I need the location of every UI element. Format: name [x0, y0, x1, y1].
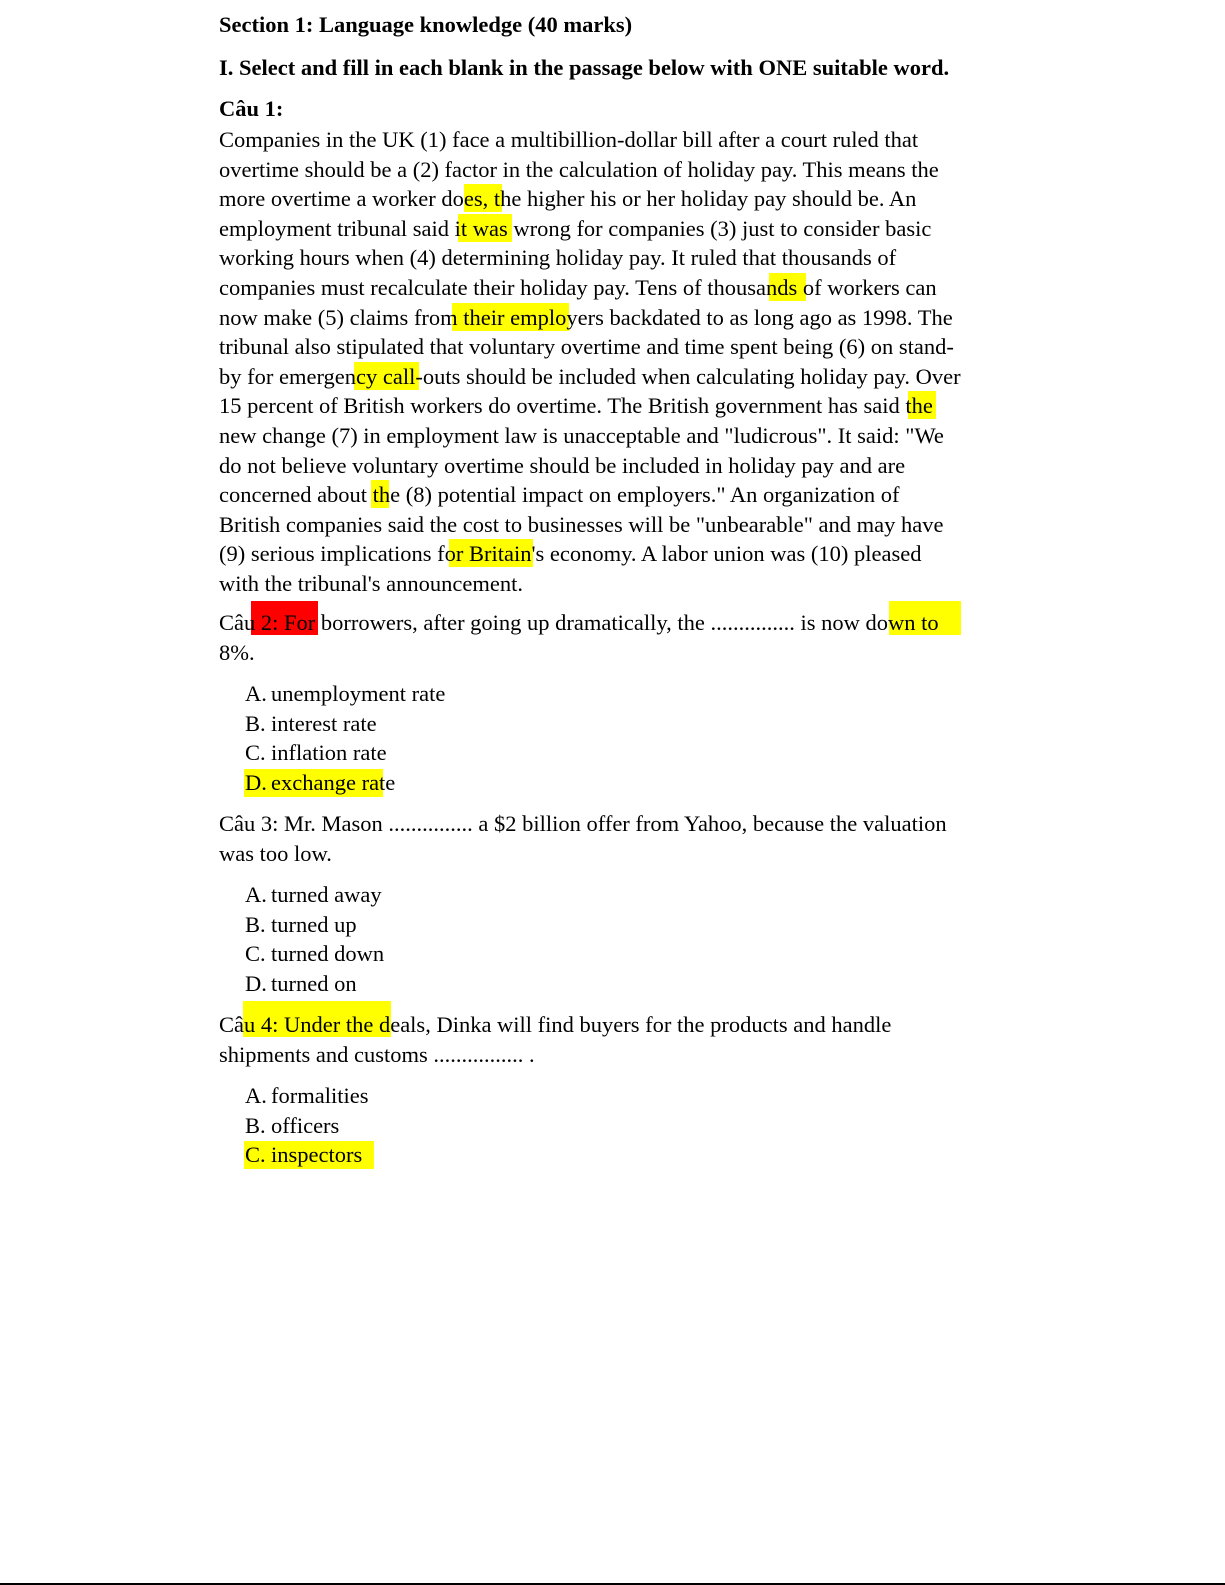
answer-option[interactable]: B. turned up: [245, 911, 357, 937]
question-3-stem: [219, 809, 1019, 868]
question-1-heading: Câu 1:: [219, 96, 284, 121]
answer-option[interactable]: A. turned away: [245, 882, 382, 907]
question-1-passage: [219, 125, 1019, 599]
question-line: Câu 2: For borrowers, after going up dramatically, the ............... is now down to: [219, 608, 1019, 638]
answer-option[interactable]: D. turned on: [245, 970, 357, 996]
passage-line: employment tribunal said it was wrong for companies (3) just to consider basic: [219, 215, 932, 241]
passage-line: now make (5) claims from their employers backdated to as long ago as 1998. The: [219, 304, 953, 330]
question-line: Câu 4: Under the deals, Dinka will find buyers for the products and handle: [219, 1010, 1019, 1040]
answer-option[interactable]: C. turned down: [245, 941, 385, 967]
instruction-heading: I. Select and fill in each blank in the passage below with ONE suitable word.: [219, 55, 950, 80]
passage-line: British companies said the cost to businesses will be "unbearable" and may have: [219, 511, 944, 537]
passage-line: 15 percent of British workers do overtime. The British government has said the: [219, 391, 1019, 421]
answer-option[interactable]: D. exchange rate: [245, 769, 396, 795]
question-4-stem: [219, 1010, 1019, 1069]
answer-option[interactable]: B. interest rate: [245, 710, 377, 736]
passage-line: more overtime a worker does, the higher his or her holiday pay should be. An: [219, 186, 917, 212]
section-title: Section 1: Language knowledge (40 marks): [219, 12, 633, 37]
answer-option[interactable]: C. inspectors: [245, 1140, 368, 1170]
passage-line: Companies in the UK (1) face a multibillion-dollar bill after a court ruled that: [219, 127, 919, 152]
question-line: was too low.: [219, 840, 332, 866]
passage-line: with the tribunal's announcement.: [219, 570, 523, 596]
question-2-stem: [219, 608, 1019, 667]
answer-option[interactable]: C. inflation rate: [245, 740, 387, 766]
answer-option[interactable]: B. officers: [245, 1112, 340, 1138]
question-line: shipments and customs ................ .: [219, 1041, 535, 1067]
passage-line: (9) serious implications for Britain's economy. A labor union was (10) pleased: [219, 541, 922, 567]
passage-line: tribunal also stipulated that voluntary overtime and time spent being (6) on stand-: [219, 334, 954, 360]
passage-line: by for emergency call-outs should be included when calculating holiday pay. Over: [219, 363, 961, 389]
question-3-options: [245, 880, 384, 998]
passage-line: companies must recalculate their holiday pay. Tens of thousands of workers can: [219, 274, 937, 300]
answer-option[interactable]: A. formalities: [245, 1083, 369, 1108]
passage-line: concerned about the (8) potential impact on employers." An organization of: [219, 482, 900, 508]
answer-option[interactable]: A. unemployment rate: [245, 681, 446, 706]
question-line: 8%.: [219, 639, 255, 665]
question-4-options: [245, 1081, 368, 1170]
question-line: Câu 3: Mr. Mason ............... a $2 billion offer from Yahoo, because the valuation: [219, 811, 947, 836]
passage-line: working hours when (4) determining holiday pay. It ruled that thousands of: [219, 245, 897, 271]
passage-line: overtime should be a (2) factor in the calculation of holiday pay. This means the: [219, 156, 939, 182]
question-2-options: [245, 679, 445, 797]
passage-line: do not believe voluntary overtime should be included in holiday pay and are: [219, 452, 906, 478]
passage-line: new change (7) in employment law is unacceptable and "ludicrous". It said: "We: [219, 422, 944, 448]
